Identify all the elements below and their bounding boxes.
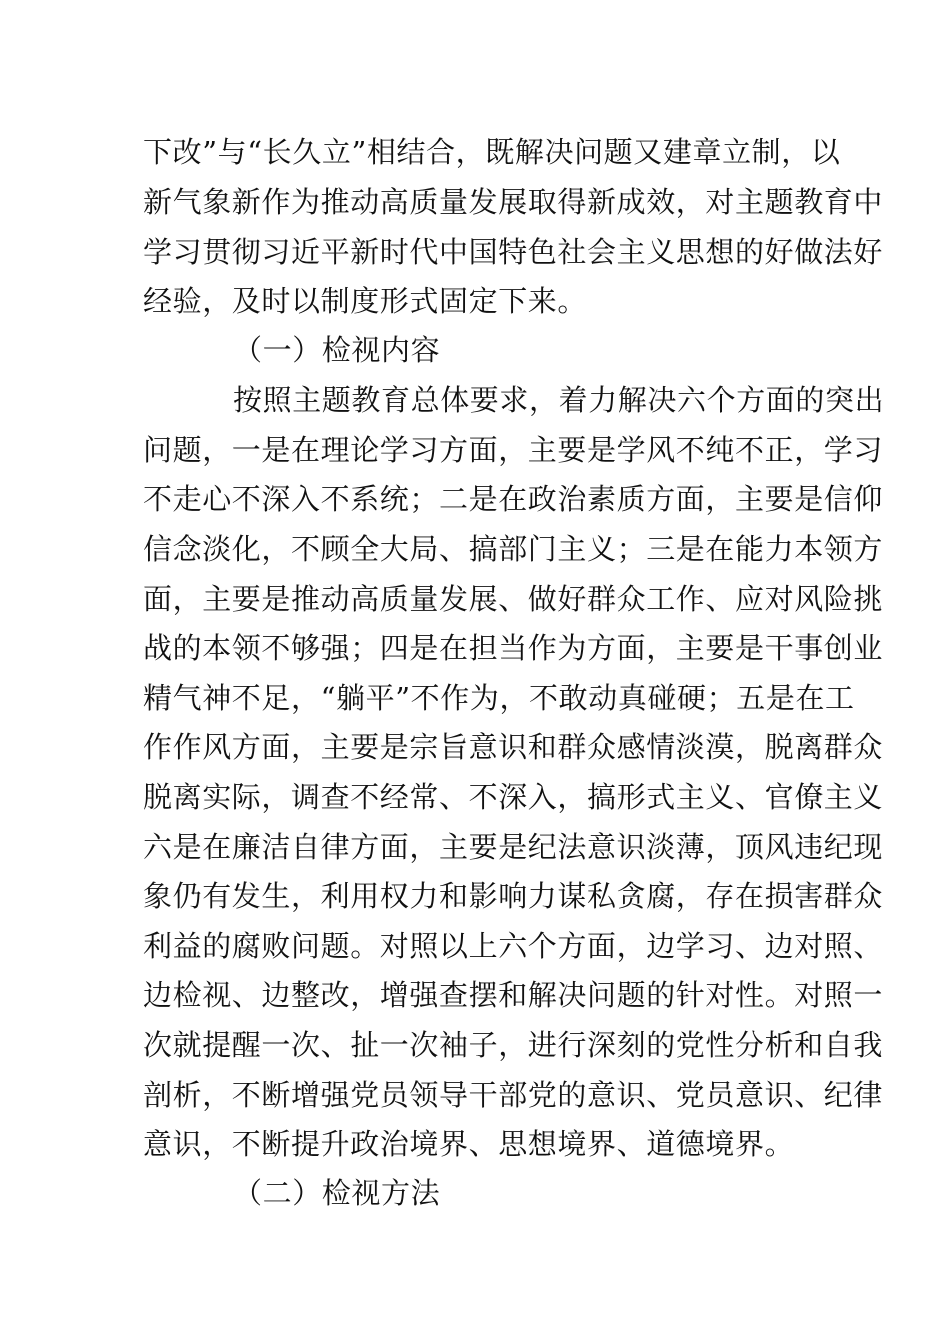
paragraph-line: 剖析，不断增强党员领导干部党的意识、党员意识、纪律 [143,1078,884,1112]
paragraph-line: 按照主题教育总体要求，着力解决六个方面的突出 [233,383,885,417]
paragraph-line: 象仍有发生，利用权力和影响力谋私贪腐，存在损害群众 [143,879,884,913]
paragraph-line: 利益的腐败问题。对照以上六个方面，边学习、边对照、 [143,929,884,963]
paragraph-line: 经验，及时以制度形式固定下来。 [143,284,588,318]
section-heading-1: （一）检视内容 [233,333,441,367]
paragraph-line: 下改”与“长久立”相结合，既解决问题又建章立制，以 [143,135,841,169]
paragraph-line: 面，主要是推动高质量发展、做好群众工作、应对风险挑 [143,582,884,616]
paragraph-line: 不走心不深入不系统；二是在政治素质方面，主要是信仰 [143,482,884,516]
paragraph-line: 脱离实际，调查不经常、不深入，搞形式主义、官僚主义 [143,780,884,814]
paragraph-line: 六是在廉洁自律方面，主要是纪法意识淡薄，顶风违纪现 [143,830,884,864]
paragraph-line: 信念淡化，不顾全大局、搞部门主义；三是在能力本领方 [143,532,884,566]
paragraph-line: 意识，不断提升政治境界、思想境界、道德境界。 [143,1127,795,1161]
paragraph-line: 次就提醒一次、扯一次袖子，进行深刻的党性分析和自我 [143,1028,884,1062]
paragraph-line: 作作风方面，主要是宗旨意识和群众感情淡漠，脱离群众 [143,730,884,764]
paragraph-line: 新气象新作为推动高质量发展取得新成效，对主题教育中 [143,185,884,219]
paragraph-line: 边检视、边整改，增强查摆和解决问题的针对性。对照一 [143,978,884,1012]
paragraph-line: 战的本领不够强；四是在担当作为方面，主要是干事创业 [143,631,884,665]
paragraph-line: 学习贯彻习近平新时代中国特色社会主义思想的好做法好 [143,235,884,269]
paragraph-line: 问题，一是在理论学习方面，主要是学风不纯不正，学习 [143,433,884,467]
paragraph-line: 精气神不足，“躺平”不作为，不敢动真碰硬；五是在工 [143,681,855,715]
section-heading-2: （二）检视方法 [233,1176,441,1210]
